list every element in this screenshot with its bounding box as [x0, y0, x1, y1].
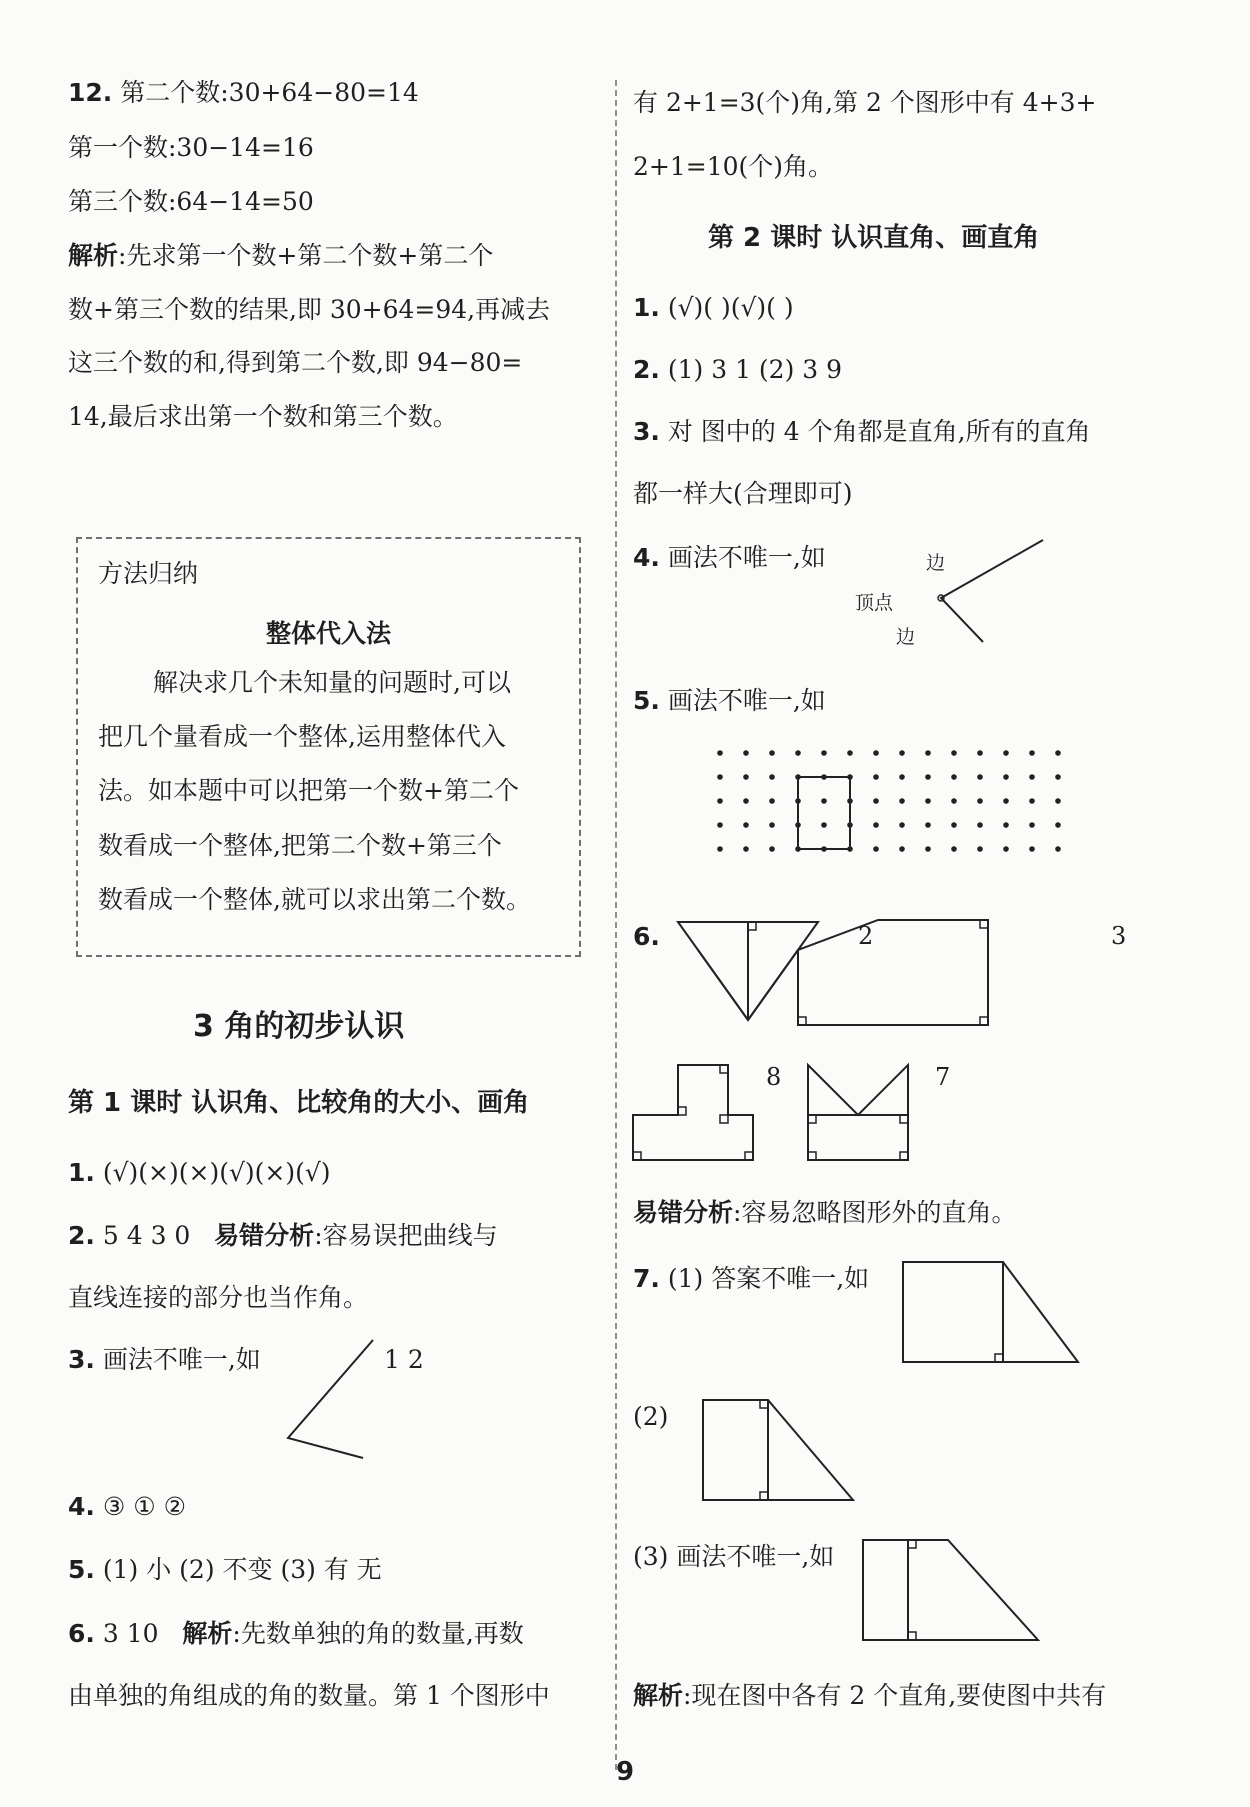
right-answer-7-1: 7. (1) 答案不唯一,如 — [633, 1264, 870, 1293]
right-answer-5: 5. 画法不唯一,如 — [633, 686, 826, 715]
answer-3-values: 1 2 — [384, 1345, 424, 1374]
grid-dot — [951, 750, 957, 756]
grid-dot — [1029, 750, 1035, 756]
grid-dot — [769, 750, 775, 756]
grid-dot — [977, 750, 983, 756]
grid-dot — [951, 846, 957, 852]
grid-dot — [1003, 750, 1009, 756]
grid-dot — [821, 750, 827, 756]
grid-dot — [1029, 846, 1035, 852]
grid-dot — [717, 774, 723, 780]
right-answer-6-error: 易错分析:容易忽略图形外的直角。 — [633, 1198, 1017, 1227]
answer-6-cont: 由单独的角组成的角的数量。第 1 个图形中 — [68, 1681, 550, 1710]
grid-dot — [1055, 750, 1061, 756]
grid-dot — [951, 798, 957, 804]
grid-dot — [873, 750, 879, 756]
right-answer-4: 4. 画法不唯一,如 — [633, 543, 826, 572]
column-divider — [615, 80, 617, 1770]
grid-dot — [717, 750, 723, 756]
grid-dot — [899, 846, 905, 852]
grid-dot — [769, 774, 775, 780]
grid-dot — [1029, 774, 1035, 780]
grid-dot — [821, 798, 827, 804]
q12-explanation-l3: 这三个数的和,得到第二个数,即 94−80= — [68, 348, 523, 377]
answer-4: 4. ③ ① ② — [68, 1492, 186, 1521]
figure-count-2: 3 — [1111, 922, 1127, 950]
continuation-l2: 2+1=10(个)角。 — [633, 152, 834, 181]
dot-grid-figure — [715, 748, 1095, 868]
grid-dot — [977, 774, 983, 780]
method-box-line2: 把几个量看成一个整体,运用整体代入 — [98, 722, 506, 751]
grid-dot — [1003, 822, 1009, 828]
grid-dot — [743, 774, 749, 780]
right-answer-1: 1. (√)( )(√)( ) — [633, 293, 794, 322]
grid-dot — [1055, 774, 1061, 780]
answer-7-1-figure — [903, 1262, 1083, 1372]
figure-count-3: 8 — [766, 1063, 782, 1091]
answer-5: 5. (1) 小 (2) 不变 (3) 有 无 — [68, 1555, 382, 1584]
answer-1: 1. (√)(×)(×)(√)(×)(√) — [68, 1158, 331, 1187]
right-answer-7-2: (2) — [633, 1402, 669, 1431]
answer-2-cont: 直线连接的部分也当作角。 — [68, 1283, 369, 1312]
grid-dot — [1029, 822, 1035, 828]
method-box-title: 方法归纳 — [98, 559, 199, 588]
grid-dot — [769, 846, 775, 852]
grid-dot — [717, 822, 723, 828]
grid-dot — [899, 750, 905, 756]
grid-dot — [743, 846, 749, 852]
grid-dot — [1055, 822, 1061, 828]
method-box-line4: 数看成一个整体,把第二个数+第三个 — [98, 831, 502, 860]
grid-dot — [717, 846, 723, 852]
q12-explanation-l1: 解析:先求第一个数+第二个数+第二个 — [68, 241, 494, 270]
chapter-title: 3 角的初步认识 — [193, 1009, 405, 1044]
edge-label-top: 边 — [926, 552, 946, 574]
method-box-subtitle: 整体代入法 — [265, 619, 391, 648]
grid-dot — [951, 774, 957, 780]
grid-dot — [717, 798, 723, 804]
right-answer-7-explanation: 解析:现在图中各有 2 个直角,要使图中共有 — [633, 1681, 1107, 1710]
figure-count-1: 2 — [858, 922, 874, 950]
answer-3-angle-figure — [278, 1340, 438, 1470]
grid-dot — [1055, 846, 1061, 852]
figure-count-4: 7 — [935, 1063, 951, 1091]
q12-line2: 第一个数:30−14=16 — [68, 133, 314, 162]
edge-label-bottom: 边 — [896, 626, 916, 648]
drawn-square — [798, 777, 850, 849]
grid-dot — [925, 798, 931, 804]
right-answer-3-l2: 都一样大(合理即可) — [633, 479, 853, 508]
grid-dot — [743, 798, 749, 804]
answer-6: 6. 3 10 解析:先数单独的角的数量,再数 — [68, 1619, 524, 1648]
answer-7-3-figure — [863, 1540, 1073, 1650]
right-answer-7-3: (3) 画法不唯一,如 — [633, 1542, 835, 1571]
method-box-line3: 法。如本题中可以把第一个数+第二个 — [98, 776, 519, 805]
q12-line3: 第三个数:64−14=50 — [68, 187, 314, 216]
grid-dot — [1003, 798, 1009, 804]
answer-6-figures-row2 — [633, 1060, 963, 1170]
grid-dot — [873, 846, 879, 852]
grid-dot — [1003, 774, 1009, 780]
answer-3: 3. 画法不唯一,如 — [68, 1345, 261, 1374]
method-box-line1: 解决求几个未知量的问题时,可以 — [153, 668, 511, 697]
grid-dot — [743, 750, 749, 756]
continuation-l1: 有 2+1=3(个)角,第 2 个图形中有 4+3+ — [633, 88, 1097, 117]
grid-dot — [769, 798, 775, 804]
grid-dot — [977, 798, 983, 804]
answer-7-2-figure — [683, 1400, 933, 1510]
grid-dot — [925, 750, 931, 756]
method-summary-box — [76, 537, 581, 957]
q12-explanation-l4: 14,最后求出第一个数和第三个数。 — [68, 402, 458, 431]
grid-dot — [951, 822, 957, 828]
grid-dot — [1003, 846, 1009, 852]
q12-explanation-l2: 数+第三个数的结果,即 30+64=94,再减去 — [68, 295, 551, 324]
vertex-label: 顶点 — [855, 592, 894, 614]
grid-dot — [769, 822, 775, 828]
grid-dot — [1029, 798, 1035, 804]
answer-2: 2. 5 4 3 0 易错分析:容易误把曲线与 — [68, 1221, 498, 1250]
grid-dot — [821, 822, 827, 828]
right-answer-3-l1: 3. 对 图中的 4 个角都是直角,所有的直角 — [633, 417, 1091, 446]
right-answer-6: 6. — [633, 922, 660, 951]
grid-dot — [795, 750, 801, 756]
grid-dot — [977, 846, 983, 852]
method-box-line5: 数看成一个整体,就可以求出第二个数。 — [98, 885, 531, 914]
lesson2-title: 第 2 课时 认识直角、画直角 — [708, 223, 1040, 253]
q12-line1: 12. 第二个数:30+64−80=14 — [68, 78, 419, 107]
grid-dot — [743, 822, 749, 828]
right-answer-2: 2. (1) 3 1 (2) 3 9 — [633, 355, 843, 384]
grid-dot — [899, 822, 905, 828]
grid-dot — [925, 846, 931, 852]
grid-dot — [977, 822, 983, 828]
grid-dot — [1055, 798, 1061, 804]
grid-dot — [899, 798, 905, 804]
grid-dot — [899, 774, 905, 780]
grid-dot — [847, 750, 853, 756]
lesson1-title: 第 1 课时 认识角、比较角的大小、画角 — [68, 1088, 530, 1118]
grid-dot — [925, 822, 931, 828]
grid-dot — [873, 798, 879, 804]
grid-dot — [925, 774, 931, 780]
page-number: 9 — [615, 1757, 635, 1787]
grid-dot — [873, 774, 879, 780]
grid-dot — [873, 822, 879, 828]
